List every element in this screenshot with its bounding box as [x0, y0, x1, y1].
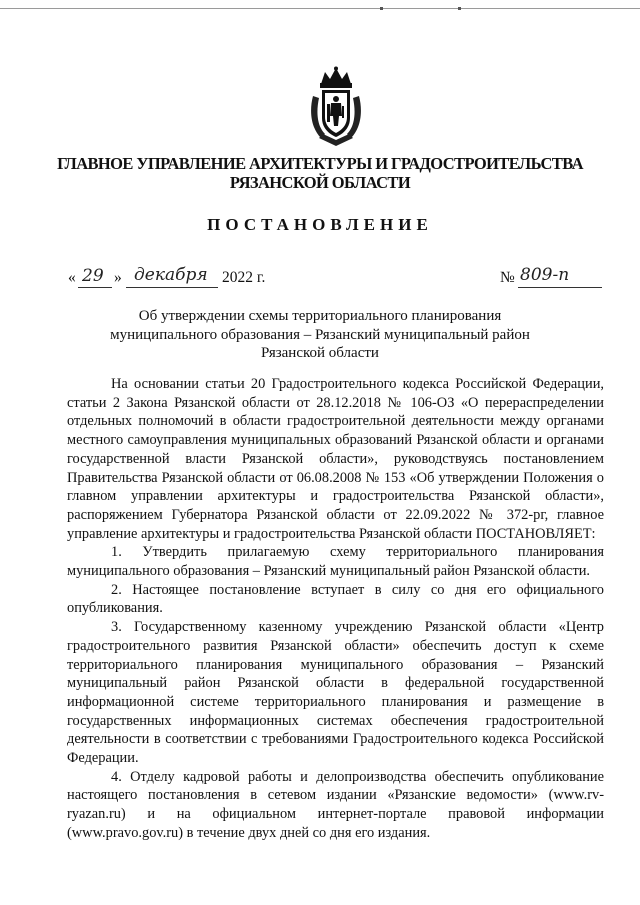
resolution-item-2: 2. Настоящее постановление вступает в силу со дня его официального опубликования.	[67, 581, 604, 617]
date-close-quote: »	[114, 269, 122, 286]
date-open-quote: «	[68, 269, 76, 286]
organization-name-line2: РЯЗАНСКОЙ ОБЛАСТИ	[229, 173, 411, 192]
scan-edge-line	[0, 8, 640, 9]
month-underline	[126, 287, 218, 288]
document-number-handwritten: 809-п	[520, 265, 570, 285]
resolution-item-3: 3. Государственному казенному учреждению Рязанской области «Центр градостроительного развития Рязанской области» обеспечить доступ к схеме территориального планирования муниципального образования – Рязанский муниципальный район Рязанской области в федеральной государственной информационной системе территориального планирования и размещение в государственных информационных системах обеспечения градостроительной деятельности в соответствии с требованиями Градостроительного кодекса Российской Федерации.	[67, 619, 604, 767]
preamble-paragraph: На основании статьи 20 Градостроительного кодекса Российской Федерации, статьи 2 Закона Рязанской области от 28.12.2018 № 106-ОЗ «О перераспределении отдельных полномочий в области градостроительной деятельности между органами местного самоуправления муниципальных образований Рязанской области и органами государственной власти Рязанской области», руководствуясь постановлением Правительства Рязанской области от 06.08.2008 № 153 «Об утверждении Положения о главном управлении архитектуры и градостроительства Рязанской области», распоряжением Губернатора Рязанской области от 22.09.2022 № 372-рг, главное управление архитектуры и градостроительства Рязанской области ПОСТАНОВЛЯЕТ:	[67, 376, 604, 542]
organization-name-line1: ГЛАВНОЕ УПРАВЛЕНИЕ АРХИТЕКТУРЫ И ГРАДОСТРОИТЕЛЬСТВА	[57, 154, 583, 173]
date-month-handwritten: декабря	[134, 265, 208, 285]
scan-mark	[380, 7, 383, 10]
date-year: 2022 г.	[222, 269, 266, 286]
document-title-line1: Об утверждении схемы территориального планирования	[138, 308, 502, 324]
resolution-item-4: 4. Отделу кадровой работы и делопроизводства обеспечить опубликование настоящего постановления в сетевом издании «Рязанские ведомости» (www.rv-ryazan.ru) и на официальном интернет-портале правовой информации (www.pravo.gov.ru) в течение двух дней со дня его издания.	[67, 768, 604, 841]
document-title-line3: Рязанской области	[261, 345, 379, 361]
day-underline	[78, 287, 112, 288]
number-label: №	[500, 269, 515, 286]
date-number-line	[68, 265, 608, 295]
resolution-item-1: 1. Утвердить прилагаемую схему территориального планирования муниципального образования – Рязанский муниципальный район Рязанской области.	[67, 544, 604, 580]
date-day-handwritten: 29	[82, 266, 104, 286]
document-body	[67, 375, 604, 843]
number-underline	[518, 287, 602, 288]
scan-mark	[458, 7, 461, 10]
document-title-line2: муниципального образования – Рязанский муниципальный район	[110, 327, 530, 343]
ryazan-coat-of-arms-icon	[309, 66, 363, 148]
document-type-heading: ПОСТАНОВЛЕНИЕ	[207, 215, 433, 234]
